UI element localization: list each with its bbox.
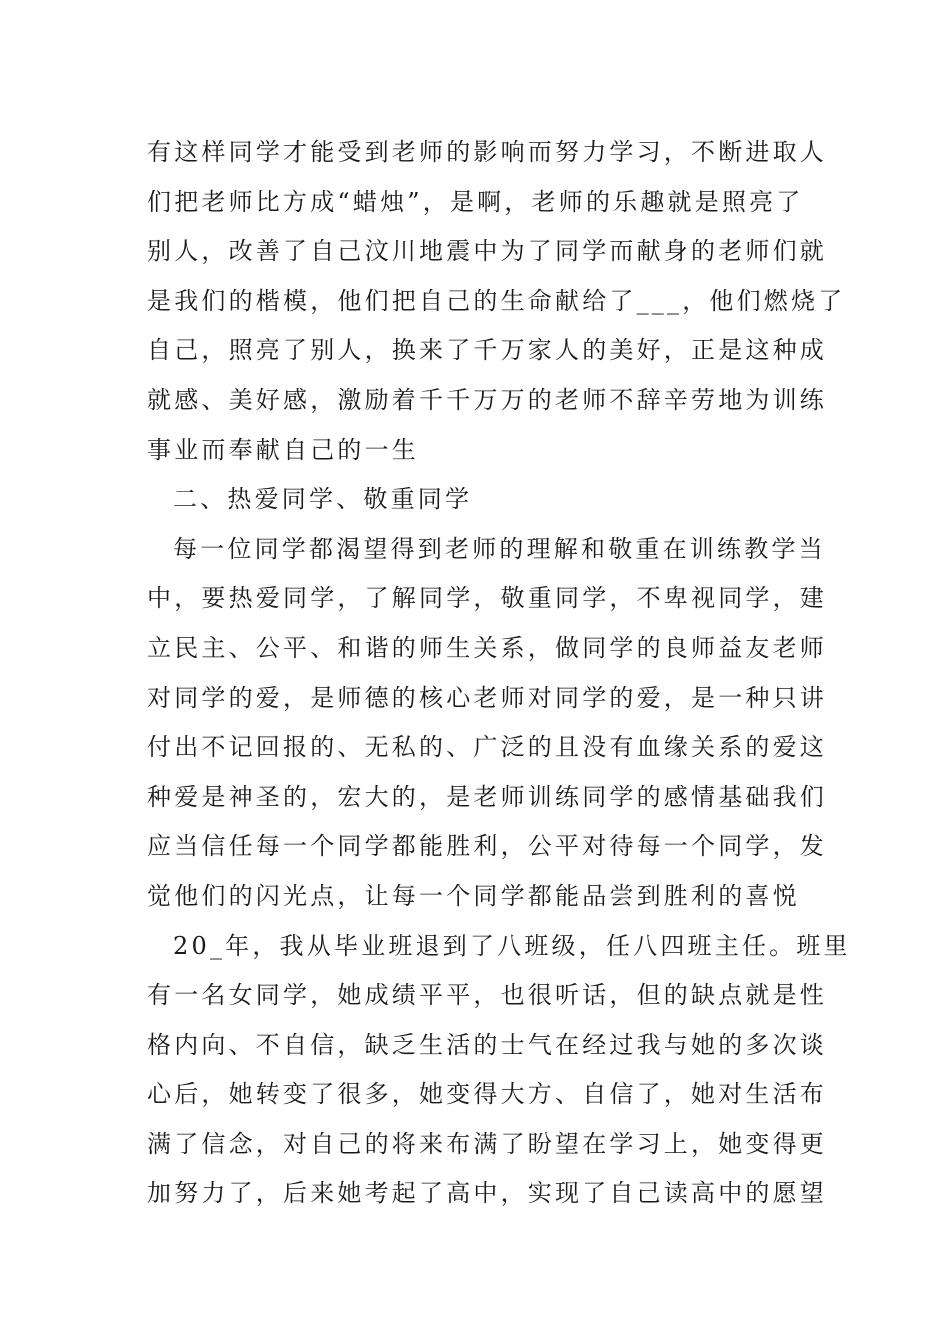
text-line: 是我们的楷模，他们把自己的生命献给了___，他们燃烧了 bbox=[147, 286, 846, 315]
text-line: 事业而奉献自己的一生 bbox=[147, 435, 419, 464]
text-line: 觉他们的闪光点，让每一个同学都能品尝到胜利的喜悦 bbox=[147, 881, 800, 910]
text-line: 就感、美好感，激励着千千万万的老师不辞辛劳地为训练 bbox=[147, 385, 827, 414]
text-line: 应当信任每一个同学都能胜利，公平对待每一个同学，发 bbox=[147, 832, 827, 861]
text-line: 满了信念，对自己的将来布满了盼望在学习上，她变得更 bbox=[147, 1129, 827, 1158]
text-line: 格内向、不自信，缺乏生活的士气在经过我与她的多次谈 bbox=[147, 1030, 827, 1059]
text-line: 别人，改善了自己汶川地震中为了同学而献身的老师们就 bbox=[147, 237, 827, 266]
text-line: 每一位同学都渴望得到老师的理解和敬重在训练教学当 bbox=[173, 534, 826, 563]
text-line: 立民主、公平、和谐的师生关系，做同学的良师益友老师 bbox=[147, 633, 827, 662]
text-line: 对同学的爱，是师德的核心老师对同学的爱，是一种只讲 bbox=[147, 683, 827, 712]
body-text bbox=[147, 128, 851, 1219]
text-line: 有一名女同学，她成绩平平，也很听话，但的缺点就是性 bbox=[147, 981, 827, 1010]
text-line: 20_年，我从毕业班退到了八班级，任八四班主任。班里 bbox=[173, 931, 851, 960]
text-line: 有这样同学才能受到老师的影响而努力学习，不断进取人 bbox=[147, 138, 827, 166]
text-line: 们把老师比方成“蜡烛”，是啊，老师的乐趣就是照亮了 bbox=[147, 187, 804, 216]
text-line: 心后，她转变了很多，她变得大方、自信了，她对生活布 bbox=[147, 1080, 827, 1109]
text-line: 中，要热爱同学，了解同学，敬重同学，不卑视同学，建 bbox=[147, 584, 827, 613]
text-line: 自己，照亮了别人，换来了千万家人的美好，正是这种成 bbox=[147, 336, 827, 365]
text-line: 付出不记回报的、无私的、广泛的且没有血缘关系的爱这 bbox=[147, 733, 827, 762]
text-line: 种爱是神圣的，宏大的，是老师训练同学的感情基础我们 bbox=[147, 782, 827, 811]
text-line: 加努力了，后来她考起了高中，实现了自己读高中的愿望 bbox=[147, 1179, 827, 1208]
text-line: 二、热爱同学、敬重同学 bbox=[173, 485, 473, 514]
